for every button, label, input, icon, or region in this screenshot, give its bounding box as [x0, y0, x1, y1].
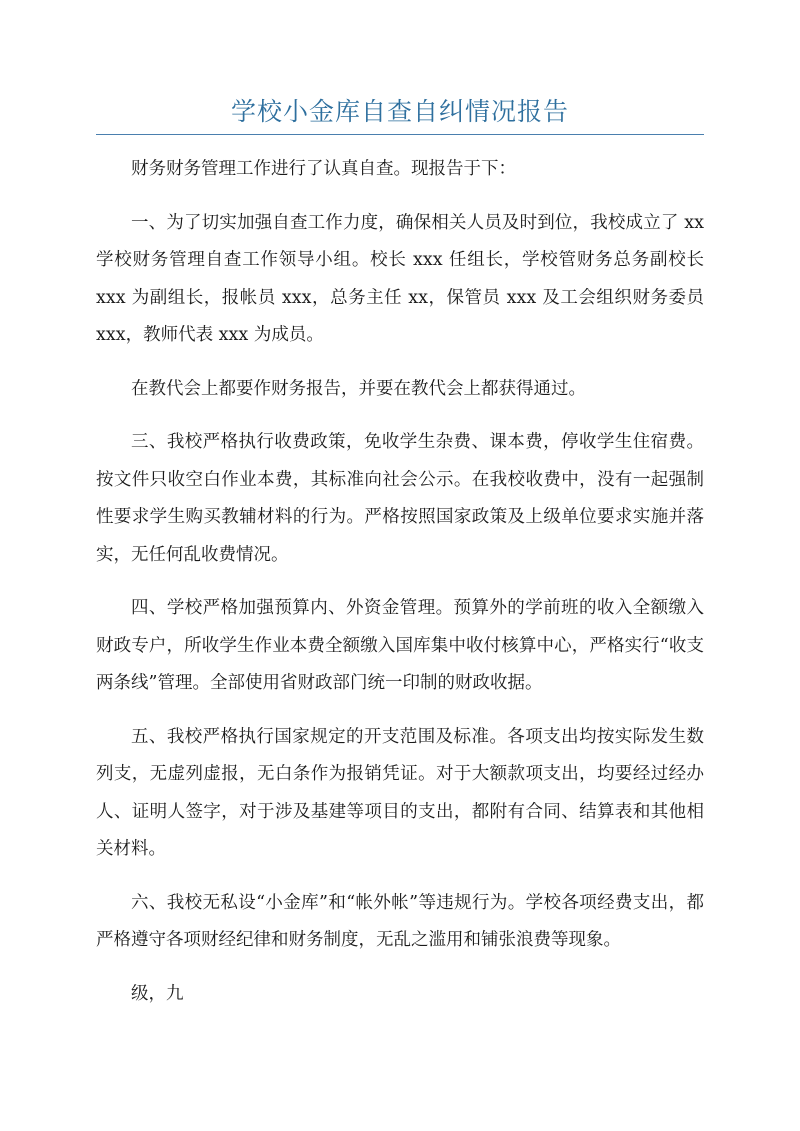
title-underline [96, 134, 704, 135]
paragraph-7: 级，九 [131, 983, 184, 1004]
paragraph-2: 在教代会上都要作财务报告，并要在教代会上都获得通过。 [131, 378, 586, 399]
paragraph-intro: 财务财务管理工作进行了认真自查。现报告于下： [131, 159, 516, 179]
paragraph-5: 五、我校严格执行国家规定的开支范围及标准。各项支出均按实际发生数列支，无虚列虚报，无白条作为报销凭证。对于大额款项支出，均要经过经办人、证明人签字，对于涉及基建等项目的支出，都附有合同、结算表和其他相关材料。 [96, 726, 704, 859]
paragraph-3: 三、我校严格执行收费政策，免收学生杂费、课本费，停收学生住宿费。按文件只收空白作业本费，其标准向社会公示。在我校收费中，没有一起强制性要求学生购买教辅材料的行为。严格按照国家政策及上级单位要求实施并落实，无任何乱收费情况。 [96, 432, 704, 565]
paragraph-4: 四、学校严格加强预算内、外资金管理。预算外的学前班的收入全额缴入财政专户，所收学生作业本费全额缴入国库集中收付核算中心，严格实行“收支两条线”管理。全部使用省财政部门统一印制的财政收据。 [96, 598, 704, 693]
paragraph-1: 一、为了切实加强自查工作力度，确保相关人员及时到位，我校成立了 xx 学校财务管理自查工作领导小组。校长 xxx 任组长，学校管财务总务副校长 xxx 为副组长，报帐员 xxx，总务主任 xx，保管员 xxx 及工会组织财务委员 xxx，教师代表 xxx 为成员。 [96, 212, 704, 345]
document-body [96, 151, 704, 1029]
document-title: 学校小金库自查自纠情况报告 [230, 97, 569, 126]
paragraph-6: 六、我校无私设“小金库”和“帐外帐”等违规行为。学校各项经费支出，都严格遵守各项财经纪律和财务制度，无乱之滥用和铺张浪费等现象。 [96, 892, 704, 950]
